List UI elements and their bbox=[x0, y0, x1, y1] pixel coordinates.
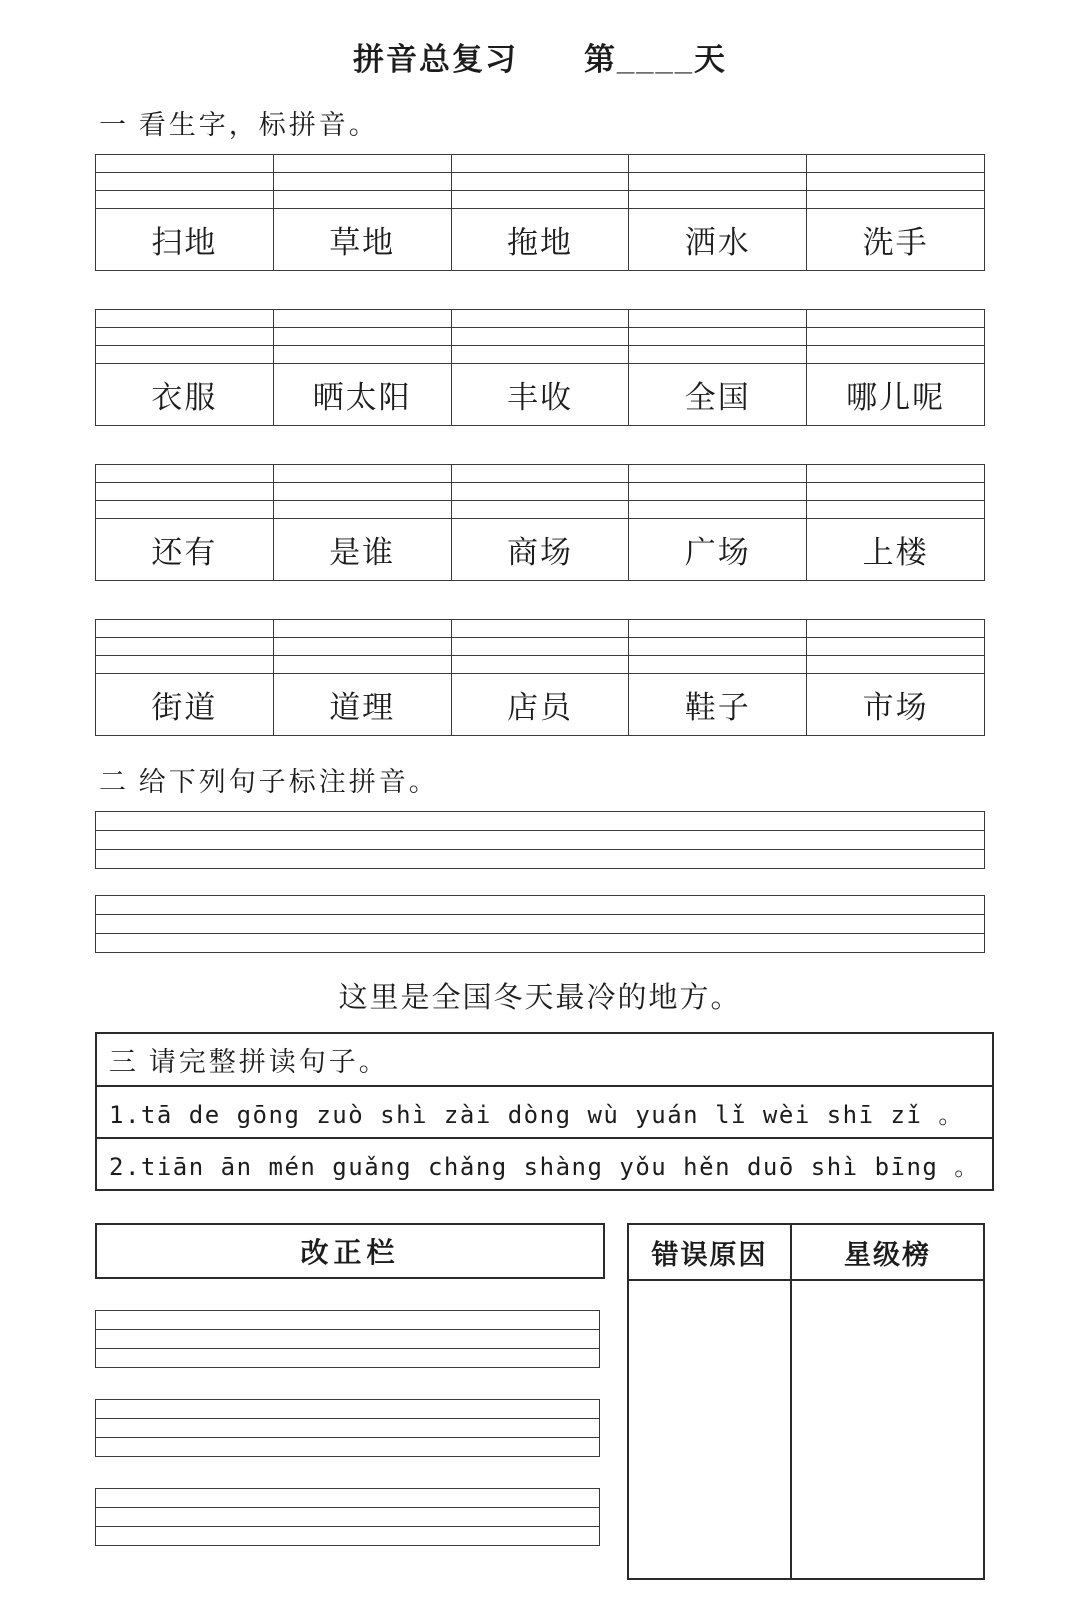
word-cell: 还有 bbox=[96, 519, 274, 581]
correction-writing-grid-3 bbox=[95, 1488, 600, 1546]
writing-line bbox=[96, 896, 985, 915]
word-cell: 哪儿呢 bbox=[807, 364, 985, 426]
pinyin-cell bbox=[273, 155, 451, 173]
pinyin-cell bbox=[451, 465, 629, 483]
writing-line bbox=[96, 1311, 600, 1330]
pinyin-cell bbox=[96, 155, 274, 173]
pinyin-writing-row bbox=[96, 656, 985, 674]
writing-line-row bbox=[96, 1508, 600, 1527]
pinyin-cell bbox=[273, 483, 451, 501]
word-cell: 是谁 bbox=[273, 519, 451, 581]
pinyin-cell bbox=[96, 465, 274, 483]
star-rating-cell bbox=[791, 1280, 984, 1579]
writing-line-row bbox=[96, 1311, 600, 1330]
writing-line bbox=[96, 915, 985, 934]
writing-line bbox=[96, 934, 985, 953]
pinyin-cell bbox=[807, 656, 985, 674]
writing-line-row bbox=[96, 934, 985, 953]
pinyin-writing-row bbox=[96, 173, 985, 191]
writing-line-row bbox=[96, 1349, 600, 1368]
correction-column bbox=[95, 1223, 605, 1580]
word-cell: 商场 bbox=[451, 519, 629, 581]
section2-heading: 二 给下列句子标注拼音。 bbox=[99, 767, 439, 797]
correction-writing-grid-2 bbox=[95, 1399, 600, 1457]
pinyin-cell bbox=[629, 346, 807, 364]
pinyin-cell bbox=[96, 191, 274, 209]
pinyin-cell bbox=[273, 656, 451, 674]
pinyin-cell bbox=[273, 173, 451, 191]
pinyin-cell bbox=[96, 483, 274, 501]
pinyin-cell bbox=[96, 310, 274, 328]
pinyin-cell bbox=[629, 310, 807, 328]
pinyin-writing-row bbox=[96, 465, 985, 483]
pinyin-cell bbox=[629, 155, 807, 173]
pinyin-writing-row bbox=[96, 310, 985, 328]
error-star-table bbox=[627, 1223, 985, 1580]
section3-line-row bbox=[96, 1086, 993, 1138]
pinyin-cell bbox=[273, 346, 451, 364]
pinyin-writing-row bbox=[96, 155, 985, 173]
pinyin-writing-row bbox=[96, 346, 985, 364]
word-cell: 街道 bbox=[96, 674, 274, 736]
section3-heading-row bbox=[96, 1033, 993, 1086]
word-group-3 bbox=[95, 464, 985, 581]
section3-box bbox=[95, 1032, 994, 1191]
writing-line-row bbox=[96, 850, 985, 869]
word-row bbox=[96, 209, 985, 271]
word-group-1 bbox=[95, 154, 985, 271]
pinyin-cell bbox=[451, 191, 629, 209]
writing-line bbox=[96, 831, 985, 850]
word-row bbox=[96, 519, 985, 581]
pinyin-cell bbox=[451, 638, 629, 656]
pinyin-cell bbox=[629, 656, 807, 674]
pinyin-writing-row bbox=[96, 328, 985, 346]
word-cell: 拖地 bbox=[451, 209, 629, 271]
word-cell: 洒水 bbox=[629, 209, 807, 271]
pinyin-cell bbox=[451, 155, 629, 173]
word-cell: 晒太阳 bbox=[273, 364, 451, 426]
writing-line-row bbox=[96, 1527, 600, 1546]
word-cell: 全国 bbox=[629, 364, 807, 426]
word-group-2 bbox=[95, 309, 985, 426]
writing-line bbox=[96, 1489, 600, 1508]
pinyin-cell bbox=[629, 638, 807, 656]
pinyin-writing-row bbox=[96, 638, 985, 656]
pinyin-writing-row bbox=[96, 501, 985, 519]
pinyin-sentence-2: 2.tiān ān mén guǎng chǎng shàng yǒu hěn duō shì bīng 。 bbox=[96, 1138, 993, 1190]
section3-heading: 三 请完整拼读句子。 bbox=[96, 1033, 993, 1086]
writing-line bbox=[96, 1527, 600, 1546]
pinyin-cell bbox=[273, 620, 451, 638]
pinyin-cell bbox=[96, 173, 274, 191]
pinyin-cell bbox=[807, 346, 985, 364]
error-reason-cell bbox=[628, 1280, 791, 1579]
writing-line bbox=[96, 1419, 600, 1438]
pinyin-cell bbox=[629, 483, 807, 501]
pinyin-cell bbox=[273, 501, 451, 519]
pinyin-cell bbox=[807, 310, 985, 328]
word-cell: 店员 bbox=[451, 674, 629, 736]
writing-line-row bbox=[96, 1330, 600, 1349]
writing-line-row bbox=[96, 831, 985, 850]
writing-line bbox=[96, 1508, 600, 1527]
pinyin-cell bbox=[629, 501, 807, 519]
word-row bbox=[96, 364, 985, 426]
writing-line bbox=[96, 812, 985, 831]
pinyin-cell bbox=[629, 620, 807, 638]
word-row bbox=[96, 674, 985, 736]
writing-line-row bbox=[96, 1438, 600, 1457]
writing-line-row bbox=[96, 812, 985, 831]
section2-sentence: 这里是全国冬天最冷的地方。 bbox=[338, 982, 742, 1014]
pinyin-cell bbox=[807, 638, 985, 656]
word-cell: 丰收 bbox=[451, 364, 629, 426]
pinyin-cell bbox=[273, 310, 451, 328]
pinyin-cell bbox=[807, 483, 985, 501]
word-cell: 草地 bbox=[273, 209, 451, 271]
word-cell: 鞋子 bbox=[629, 674, 807, 736]
pinyin-cell bbox=[96, 346, 274, 364]
pinyin-cell bbox=[629, 173, 807, 191]
pinyin-cell bbox=[96, 638, 274, 656]
writing-line-row bbox=[96, 915, 985, 934]
pinyin-cell bbox=[807, 465, 985, 483]
writing-line bbox=[96, 850, 985, 869]
pinyin-cell bbox=[629, 328, 807, 346]
writing-line-row bbox=[96, 1489, 600, 1508]
star-rating-header: 星级榜 bbox=[791, 1224, 984, 1280]
word-cell: 市场 bbox=[807, 674, 985, 736]
error-star-header-row bbox=[628, 1224, 984, 1280]
pinyin-cell bbox=[273, 328, 451, 346]
error-reason-header: 错误原因 bbox=[628, 1224, 791, 1280]
pinyin-cell bbox=[451, 328, 629, 346]
word-cell: 洗手 bbox=[807, 209, 985, 271]
word-cell: 衣服 bbox=[96, 364, 274, 426]
pinyin-cell bbox=[807, 155, 985, 173]
pinyin-cell bbox=[807, 191, 985, 209]
pinyin-cell bbox=[96, 620, 274, 638]
writing-line bbox=[96, 1330, 600, 1349]
section1-heading: 一 看生字，标拼音。 bbox=[99, 110, 379, 140]
error-star-body-row bbox=[628, 1280, 984, 1579]
word-cell: 上楼 bbox=[807, 519, 985, 581]
pinyin-cell bbox=[96, 501, 274, 519]
pinyin-cell bbox=[451, 620, 629, 638]
word-group-4 bbox=[95, 619, 985, 736]
pinyin-cell bbox=[807, 173, 985, 191]
writing-line bbox=[96, 1438, 600, 1457]
pinyin-cell bbox=[96, 328, 274, 346]
correction-writing-grid-1 bbox=[95, 1310, 600, 1368]
writing-line bbox=[96, 1349, 600, 1368]
word-cell: 广场 bbox=[629, 519, 807, 581]
word-cell: 扫地 bbox=[96, 209, 274, 271]
word-cell: 道理 bbox=[273, 674, 451, 736]
pinyin-cell bbox=[273, 638, 451, 656]
pinyin-cell bbox=[807, 501, 985, 519]
pinyin-cell bbox=[451, 310, 629, 328]
correction-header: 改正栏 bbox=[95, 1223, 605, 1279]
footer-area bbox=[95, 1223, 985, 1580]
pinyin-sentence-1: 1.tā de gōng zuò shì zài dòng wù yuán lǐ wèi shī zǐ 。 bbox=[96, 1086, 993, 1138]
pinyin-cell bbox=[629, 191, 807, 209]
pinyin-cell bbox=[807, 620, 985, 638]
pinyin-cell bbox=[273, 191, 451, 209]
sentence-writing-grid-2 bbox=[95, 895, 985, 953]
pinyin-cell bbox=[807, 328, 985, 346]
pinyin-cell bbox=[273, 465, 451, 483]
pinyin-cell bbox=[96, 656, 274, 674]
pinyin-writing-row bbox=[96, 620, 985, 638]
pinyin-cell bbox=[629, 465, 807, 483]
pinyin-cell bbox=[451, 483, 629, 501]
pinyin-cell bbox=[451, 173, 629, 191]
section3-line-row bbox=[96, 1138, 993, 1190]
writing-line-row bbox=[96, 1400, 600, 1419]
pinyin-writing-row bbox=[96, 483, 985, 501]
pinyin-cell bbox=[451, 656, 629, 674]
writing-line-row bbox=[96, 1419, 600, 1438]
pinyin-writing-row bbox=[96, 191, 985, 209]
writing-line-row bbox=[96, 896, 985, 915]
writing-line bbox=[96, 1400, 600, 1419]
pinyin-cell bbox=[451, 346, 629, 364]
sentence-writing-grid-1 bbox=[95, 811, 985, 869]
pinyin-cell bbox=[451, 501, 629, 519]
page-title: 拼音总复习 第____天 bbox=[353, 42, 727, 77]
